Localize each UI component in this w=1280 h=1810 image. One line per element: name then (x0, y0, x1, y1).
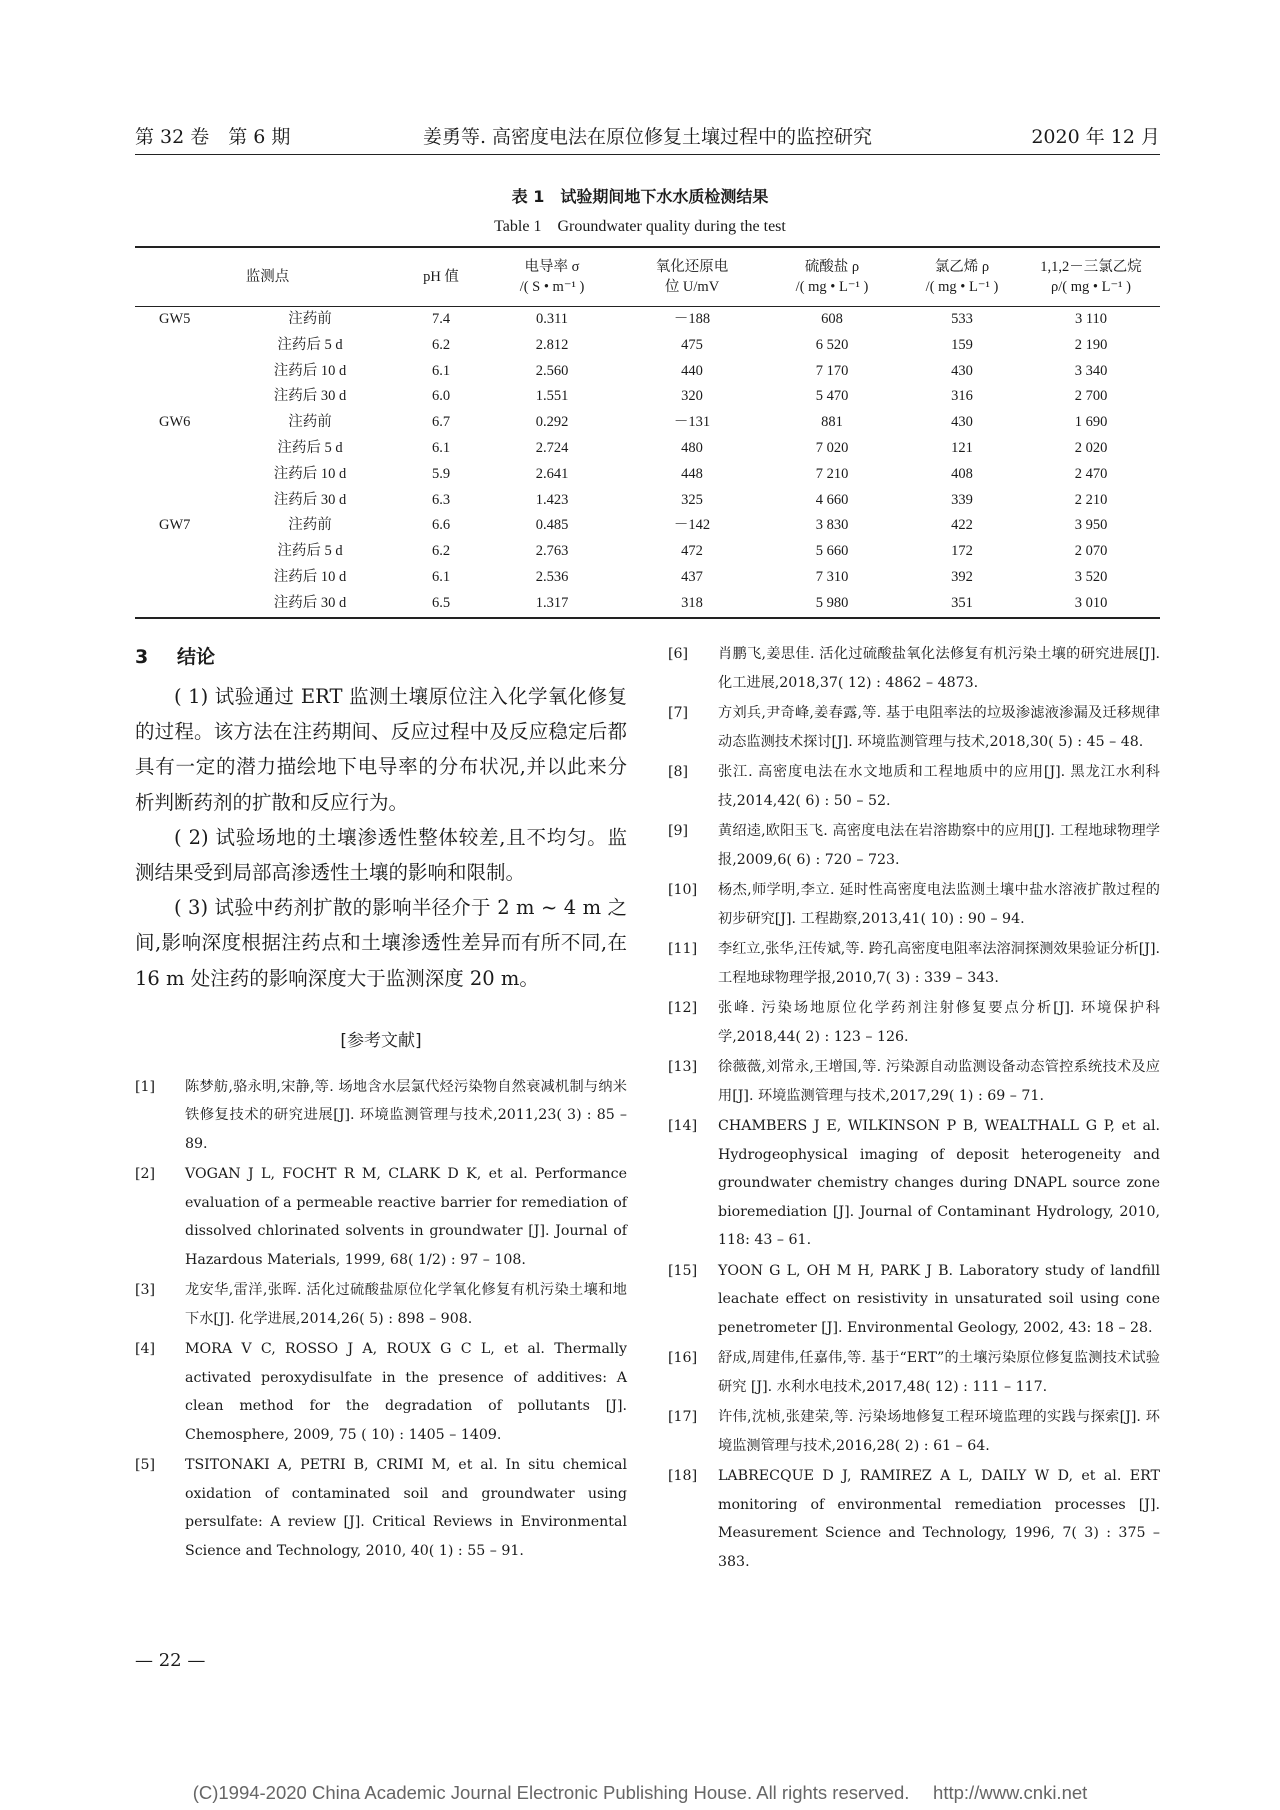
column-header: pH 值 (423, 269, 459, 285)
reference-number: [10] (668, 882, 698, 898)
table-row (135, 359, 1160, 385)
reference-number: [9] (668, 823, 689, 839)
reference-item (668, 699, 1160, 756)
table-cell-sulfate: 3 830 (815, 517, 849, 534)
table-row (135, 565, 1160, 591)
column-header: 氯乙烯 ρ /( mg • L⁻¹ ) (925, 259, 999, 295)
reference-text: 张江. 高密度电法在水文地质和工程地质中的应用[J]. 黑龙江水利科技,2014,42( 6) : 50 – 52. (718, 764, 1160, 809)
reference-number: [11] (668, 941, 698, 957)
reference-item (668, 1257, 1160, 1343)
table-cell-cond: 2.560 (535, 362, 569, 379)
table-cell-ph: 5.9 (431, 465, 451, 482)
left-column (135, 642, 627, 1567)
table-cell-ph: 7.4 (431, 311, 451, 327)
reference-number: [13] (668, 1059, 698, 1075)
reference-item (668, 817, 1160, 874)
table-cell-cond: 2.724 (535, 439, 569, 456)
table-cell-vc: 533 (951, 311, 973, 327)
table-cell-cond: 2.536 (535, 568, 569, 585)
reference-text: 许伟,沈桢,张建荣,等. 污染场地修复工程环境监理的实践与探索[J]. 环境监测管理与技术,2016,28( 2) : 61 – 64. (718, 1409, 1160, 1454)
reference-item (135, 1160, 627, 1274)
table-cell-ph: 6.1 (431, 362, 451, 379)
table-caption-en: Table 1 Groundwater quality during the test (494, 218, 786, 235)
conclusion-paragraph: ( 2) 试验场地的土壤渗透性整体较差,且不均匀。监测结果受到局部高渗透性土壤的影响和限制。 (135, 825, 627, 885)
column-header: 氧化还原电 位 U/mV (655, 259, 729, 295)
table-cell-cond: 0.292 (535, 414, 569, 431)
table-cell-tca: 2 700 (1074, 388, 1108, 405)
table-cell-vc: 339 (951, 491, 973, 508)
table-cell-ph: 6.3 (431, 491, 451, 508)
reference-text: MORA V C, ROSSO J A, ROUX G C L, et al. Thermally activated peroxydisulfate in the presence of additives: A clean method for the degradation of pollutants [J]. Chemosphere, 2009, 75 ( 10) : 1405 – 1409. (185, 1341, 627, 1443)
table-cell-stage: 注药后 30 d (273, 594, 347, 611)
table-row (135, 591, 1160, 618)
reference-item (668, 994, 1160, 1051)
table-cell-sulfate: 7 210 (815, 465, 849, 482)
table-cell-ph: 6.2 (431, 543, 451, 560)
reference-text: 黄绍逵,欧阳玉飞. 高密度电法在岩溶勘察中的应用[J]. 工程地球物理学报,2009,6( 6) : 720 – 723. (718, 823, 1160, 868)
conclusion-paragraph: ( 3) 试验中药剂扩散的影响半径介于 2 m ~ 4 m 之间,影响深度根据注药点和土壤渗透性差异而有所不同,在 16 m 处注药的影响深度大于监测深度 20 m。 (135, 896, 627, 990)
reference-item (668, 876, 1160, 933)
table-cell-sulfate: 7 020 (815, 439, 849, 456)
column-header: 硫酸盐 ρ /( mg • L⁻¹ ) (795, 259, 869, 295)
reference-item (135, 1073, 627, 1159)
reference-number: [4] (135, 1341, 156, 1358)
reference-number: [2] (135, 1166, 156, 1183)
table-cell-vc: 172 (951, 543, 973, 560)
reference-text: YOON G L, OH M H, PARK J B. Laboratory study of landfill leachate effect on resistivity in unsaturated soil using cone penetrometer [J]. Environmental Geology, 2002, 43: 18 – 28. (718, 1262, 1160, 1336)
references-heading: [参考文献] (340, 1030, 422, 1051)
table-cell-sulfate: 6 520 (815, 336, 849, 353)
table-cell-tca: 1 690 (1074, 414, 1108, 431)
issue-date: 2020 年 12 月 (1031, 126, 1160, 148)
table-cell-site (135, 436, 220, 462)
table-cell-site (135, 384, 220, 410)
table-cell-tca: 3 340 (1074, 362, 1108, 379)
reference-number: [12] (668, 1000, 698, 1016)
table-row (135, 436, 1160, 462)
reference-number: [18] (668, 1468, 698, 1484)
copyright-footer: (C)1994-2020 China Academic Journal Electronic Publishing House. All rights reserved. http://www.cnki.net (192, 1782, 1088, 1803)
table-cell-stage: 注药后 30 d (273, 491, 347, 508)
reference-list-left (135, 1073, 627, 1566)
table-row (135, 410, 1160, 436)
table-cell-orp: －131 (673, 414, 711, 431)
table-cell-ph: 6.2 (431, 336, 451, 353)
reference-item (668, 1462, 1160, 1576)
table-cell-vc: 159 (951, 336, 973, 353)
reference-text: TSITONAKI A, PETRI B, CRIMI M, et al. In situ chemical oxidation of contaminated soil and groundwater using persulfate: A review [J]. Critical Reviews in Environmental Science and Technology, 2010, 40( 1) : 55 – 91. (185, 1457, 627, 1559)
table-cell-ph: 6.0 (431, 388, 451, 405)
table-cell-sulfate: 7 310 (815, 568, 849, 585)
column-header: 1,1,2－三氯乙烷 ρ/( mg • L⁻¹ ) (1040, 259, 1142, 295)
column-header: 监测点 (245, 269, 290, 285)
table-cell-sulfate: 881 (821, 414, 843, 431)
table-cell-site (135, 539, 220, 565)
table-cell-vc: 351 (951, 594, 973, 611)
table-cell-site: GW6 (159, 414, 191, 431)
table-cell-site (135, 333, 220, 359)
table-cell-stage: 注药后 30 d (273, 388, 347, 405)
table-row (135, 384, 1160, 410)
table-cell-tca: 2 020 (1074, 439, 1108, 456)
table-cell-sulfate: 5 980 (815, 594, 849, 611)
reference-number: [3] (135, 1282, 156, 1299)
table-cell-cond: 0.311 (535, 311, 569, 327)
table-cell-vc: 430 (951, 362, 973, 379)
table-cell-tca: 3 520 (1074, 568, 1108, 585)
table-cell-ph: 6.7 (431, 414, 451, 431)
groundwater-quality-table (135, 246, 1160, 619)
table-cell-cond: 2.641 (535, 465, 569, 482)
table-cell-site: GW5 (159, 311, 191, 327)
table-cell-vc: 316 (951, 388, 973, 405)
table-cell-stage: 注药后 5 d (277, 543, 343, 560)
reference-text: 肖鹏飞,姜思佳. 活化过硫酸盐氧化法修复有机污染土壤的研究进展[J]. 化工进展,2018,37( 12) : 4862 – 4873. (718, 646, 1160, 691)
reference-text: 舒成,周建伟,任嘉伟,等. 基于“ERT”的土壤污染原位修复监测技术试验研究 [J]. 水利水电技术,2017,48( 12) : 111 – 117. (718, 1350, 1160, 1395)
reference-text: 李红立,张华,汪传斌,等. 跨孔高密度电阻率法溶洞探测效果验证分析[J]. 工程地球物理学报,2010,7( 3) : 339 – 343. (718, 941, 1160, 986)
table-cell-tca: 3 010 (1074, 594, 1108, 611)
table-row (135, 307, 1160, 333)
column-header: 电导率 σ /( S • m⁻¹ ) (519, 259, 585, 295)
table-cell-ph: 6.6 (431, 517, 451, 534)
table-header-row (135, 247, 1160, 307)
reference-text: 杨杰,师学明,李立. 延时性高密度电法监测土壤中盐水溶液扩散过程的初步研究[J]. 工程勘察,2013,41( 10) : 90 – 94. (718, 882, 1160, 927)
table-cell-ph: 6.1 (431, 439, 451, 456)
table-row (135, 333, 1160, 359)
table-cell-tca: 2 070 (1074, 543, 1108, 560)
reference-number: [1] (135, 1078, 156, 1095)
table-cell-orp: 472 (681, 543, 703, 560)
reference-number: [17] (668, 1409, 698, 1425)
table-cell-vc: 422 (951, 517, 973, 534)
table-cell-ph: 6.5 (431, 594, 451, 611)
table-cell-site (135, 359, 220, 385)
reference-text: VOGAN J L, FOCHT R M, CLARK D K, et al. Performance evaluation of a permeable reactive barrier for remediation of dissolved chlorinated solvents in groundwater [J]. Journal of Hazardous Materials, 1999, 68( 1/2) : 97 – 108. (185, 1166, 627, 1268)
running-title: 姜勇等. 高密度电法在原位修复土壤过程中的监控研究 (422, 126, 873, 148)
table-cell-site (135, 462, 220, 488)
journal-volume-issue: 第 32 卷 第 6 期 (135, 126, 291, 148)
table-cell-vc: 430 (951, 414, 973, 431)
table-cell-stage: 注药前 (288, 517, 332, 534)
reference-text: 陈梦舫,骆永明,宋静,等. 场地含水层氯代烃污染物自然衰减机制与纳米铁修复技术的研究进展[J]. 环境监测管理与技术,2011,23( 3) : 85 – 89. (185, 1078, 627, 1152)
running-header (135, 120, 1160, 155)
table-cell-stage: 注药后 10 d (273, 568, 347, 585)
reference-number: [7] (668, 705, 689, 721)
table-cell-orp: 320 (681, 388, 703, 405)
table-cell-orp: 480 (681, 439, 703, 456)
table-cell-tca: 3 950 (1074, 517, 1108, 534)
reference-item (668, 1112, 1160, 1255)
table-cell-cond: 1.317 (535, 594, 569, 611)
reference-item (135, 1451, 627, 1565)
reference-number: [6] (668, 646, 689, 662)
reference-text: LABRECQUE D J, RAMIREZ A L, DAILY W D, et al. ERT monitoring of environmental remediation processes [J]. Measurement Science and Technology, 1996, 7( 3) : 375 – 383. (718, 1468, 1160, 1570)
section-heading: 3 结论 (135, 646, 216, 668)
table-cell-stage: 注药前 (288, 311, 332, 327)
reference-number: [5] (135, 1457, 156, 1474)
table-body (135, 307, 1160, 618)
table-cell-stage: 注药后 5 d (277, 439, 343, 456)
table-cell-stage: 注药后 10 d (273, 362, 347, 379)
table-cell-sulfate: 4 660 (815, 491, 849, 508)
table-cell-cond: 1.551 (535, 388, 569, 405)
reference-text: 徐薇薇,刘常永,王增国,等. 污染源自动监测设备动态管控系统技术及应用[J]. 环境监测管理与技术,2017,29( 1) : 69 – 71. (718, 1059, 1160, 1104)
table-cell-sulfate: 5 660 (815, 543, 849, 560)
reference-text: 龙安华,雷洋,张晖. 活化过硫酸盐原位化学氧化修复有机污染土壤和地下水[J]. 化学进展,2014,26( 5) : 898 – 908. (185, 1282, 627, 1327)
table-cell-stage: 注药前 (288, 414, 332, 431)
table-cell-cond: 1.423 (535, 491, 569, 508)
reference-text: 张峰. 污染场地原位化学药剂注射修复要点分析[J]. 环境保护科学,2018,44( 2) : 123 – 126. (718, 1000, 1160, 1045)
table-cell-orp: －142 (673, 517, 711, 534)
table-cell-site: GW7 (159, 517, 191, 534)
table-cell-stage: 注药后 5 d (277, 336, 343, 353)
table-cell-vc: 408 (951, 465, 973, 482)
table-cell-vc: 121 (951, 439, 973, 456)
conclusion-paragraph: ( 1) 试验通过 ERT 监测土壤原位注入化学氧化修复的过程。该方法在注药期间、反应过程中及反应稳定后都具有一定的潜力描绘地下电导率的分布状况,并以此来分析判断药剂的扩散和反应行为。 (135, 685, 627, 814)
reference-item (135, 1276, 627, 1333)
table-cell-tca: 2 190 (1074, 336, 1108, 353)
table-cell-tca: 3 110 (1074, 311, 1108, 327)
reference-item (135, 1335, 627, 1449)
table-cell-tca: 2 470 (1074, 465, 1108, 482)
table-cell-vc: 392 (951, 568, 973, 585)
table-cell-orp: 475 (681, 336, 703, 353)
table-cell-orp: 325 (681, 491, 703, 508)
table-row (135, 488, 1160, 514)
table-cell-orp: 437 (681, 568, 703, 585)
table-cell-site (135, 591, 220, 618)
reference-item (668, 1403, 1160, 1460)
table-cell-stage: 注药后 10 d (273, 465, 347, 482)
table-cell-ph: 6.1 (431, 568, 451, 585)
reference-list-right (668, 640, 1160, 1576)
reference-text: 方刘兵,尹奇峰,姜春露,等. 基于电阻率法的垃圾渗滤液渗漏及迁移规律动态监测技术探讨[J]. 环境监测管理与技术,2018,30( 5) : 45 – 48. (718, 705, 1160, 750)
reference-text: CHAMBERS J E, WILKINSON P B, WEALTHALL G P, et al. Hydrogeophysical imaging of deposit heterogeneity and groundwater chemistry changes during DNAPL source zone bioremediation [J]. Journal of Contaminant Hydrology, 2010, 118: 43 – 61. (718, 1118, 1160, 1248)
reference-item (668, 1053, 1160, 1110)
reference-item (668, 935, 1160, 992)
reference-number: [16] (668, 1350, 698, 1366)
table-cell-sulfate: 5 470 (815, 388, 849, 405)
table-cell-cond: 2.763 (535, 543, 569, 560)
reference-item (668, 758, 1160, 815)
table-cell-tca: 2 210 (1074, 491, 1108, 508)
table-cell-sulfate: 7 170 (815, 362, 849, 379)
table-row (135, 462, 1160, 488)
table-cell-site (135, 488, 220, 514)
table-caption-cn: 表 1 试验期间地下水水质检测结果 (511, 187, 769, 206)
table-cell-sulfate: 608 (821, 311, 843, 327)
table-cell-cond: 0.485 (535, 517, 569, 534)
reference-number: [14] (668, 1118, 698, 1134)
reference-item (668, 640, 1160, 697)
table-row (135, 513, 1160, 539)
page-number: — 22 — (135, 1650, 206, 1671)
table-cell-cond: 2.812 (535, 336, 569, 353)
table-cell-orp: 448 (681, 465, 703, 482)
table-cell-orp: －188 (673, 311, 711, 327)
table-cell-orp: 318 (681, 594, 703, 611)
table-cell-orp: 440 (681, 362, 703, 379)
reference-number: [8] (668, 764, 689, 780)
table-cell-site (135, 565, 220, 591)
table-row (135, 539, 1160, 565)
reference-item (668, 1344, 1160, 1401)
reference-number: [15] (668, 1262, 698, 1279)
right-column (668, 640, 1160, 1578)
